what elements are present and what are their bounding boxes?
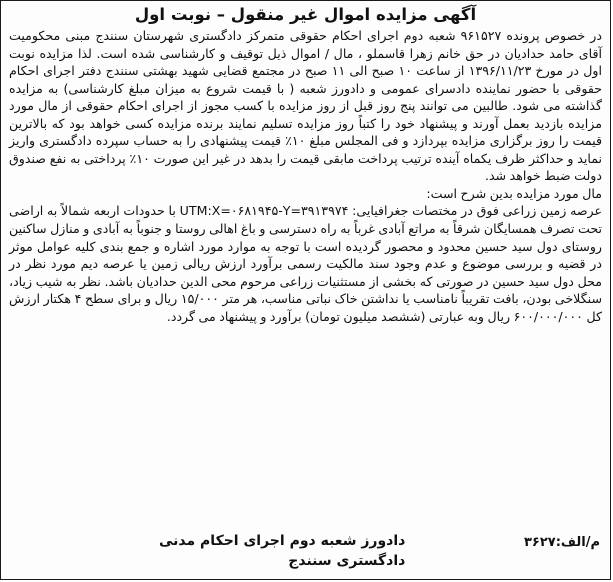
signature-block bbox=[159, 531, 405, 571]
reference-number: م/الف:۳۶۲۷ bbox=[523, 535, 600, 550]
auction-terms-paragraph: در خصوص پرونده ۹۶۱۵۲۷ شعبه دوم اجرای احکام حقوقی متمرکز دادگستری شهرستان سنندج مبنی محکومیت آقای حامد حدادیان در حق خانم زهرا قاسملو ، مال / اموال ذیل توقیف و کارشناسی شده است. لذا مزایده نوبت اول در مورخ ۱۳۹۶/۱۱/۲۳ از ساعت ۱۰ صبح الی ۱۱ صبح در مجتمع قضایی شهید بهشتی سنندج دفتر اجرای احکام حقوقی با حضور نماینده دادسرای عمومی و دادورز شعبه ( با قیمت شروع به میزان مبلغ کارشناسی) به مزایده گذاشته می شود. طالبین می توانند پنج روز قبل از روز مزایده با کسب مجوز از اجرای احکام حقوقی از مال مورد مزایده بازدید بعمل آورند و پیشنهاد خود را کتباً روز مزایده تسلیم نمایند برنده مزایده کسی خواهد بود که بالاترین قیمت را روز برگزاری مزایده بپردازد و فی المجلس مبلغ ۱۰٪ قیمت پیشنهادی را به حساب سپرده دادگستری واریز نماید و حداکثر ظرف یکماه آینده ترتیب پرداخت مابقی قیمت را بدهد در غیر این صورت ۱۰٪ پرداختی به نفع صندوق دولت ضبط خواهد شد. bbox=[9, 28, 602, 184]
signature-office: دادگستری سنندج bbox=[288, 553, 406, 569]
property-subheading: مال مورد مزایده بدین شرح است: bbox=[426, 185, 602, 201]
notice-body bbox=[9, 27, 602, 325]
signature-title: دادورز شعبه دوم اجرای احکام مدنی bbox=[159, 533, 406, 549]
notice-title: آگهی مزایده اموال غیر منقول – نوبت اول bbox=[134, 5, 477, 24]
notice-footer bbox=[9, 529, 602, 575]
property-description-paragraph: عرصه زمین زراعی فوق در مختصات جغرافیایی: UTM:X=۰۶۸۱۹۴۵-Y=۳۹۱۳۹۷۴ با حدودات اربعه شمالاً به اراضی تحت تصرف همسایگان شرقاً به مراتع آبادی غرباً به راه دسترسی و باغ اهالی روستا و جنوباً به آبادی و منازل ساکنین روستای دول سید حسین محدود و محصور گردیده است با توجه به موارد مورد اشاره و جمع بندی کلیه عوامل موثر در قضیه و بررسی موضوع و عدم وجود سند مالکیت رسمی برآورد ارزش ریالی زمین یا عرصه دیم مورد نظر در محل دول سید حسین در صورتی که بخشی از مستثنیات زراعی مرحوم محی الدین حدادیان باشد. نظر به شیب زیاد، سنگلاخی بودن، بافت تقریباً نامناسب یا نداشتن خاک نباتی مناسب، هر متر ۱۵/۰۰۰ ریال و برای سطح ۴ هکتار ارزش کل ۶۰۰/۰۰۰/۰۰۰ ریال وبه عبارتی (ششصد میلیون تومان) برآورد و پیشنهاد می گردد. bbox=[9, 203, 603, 324]
